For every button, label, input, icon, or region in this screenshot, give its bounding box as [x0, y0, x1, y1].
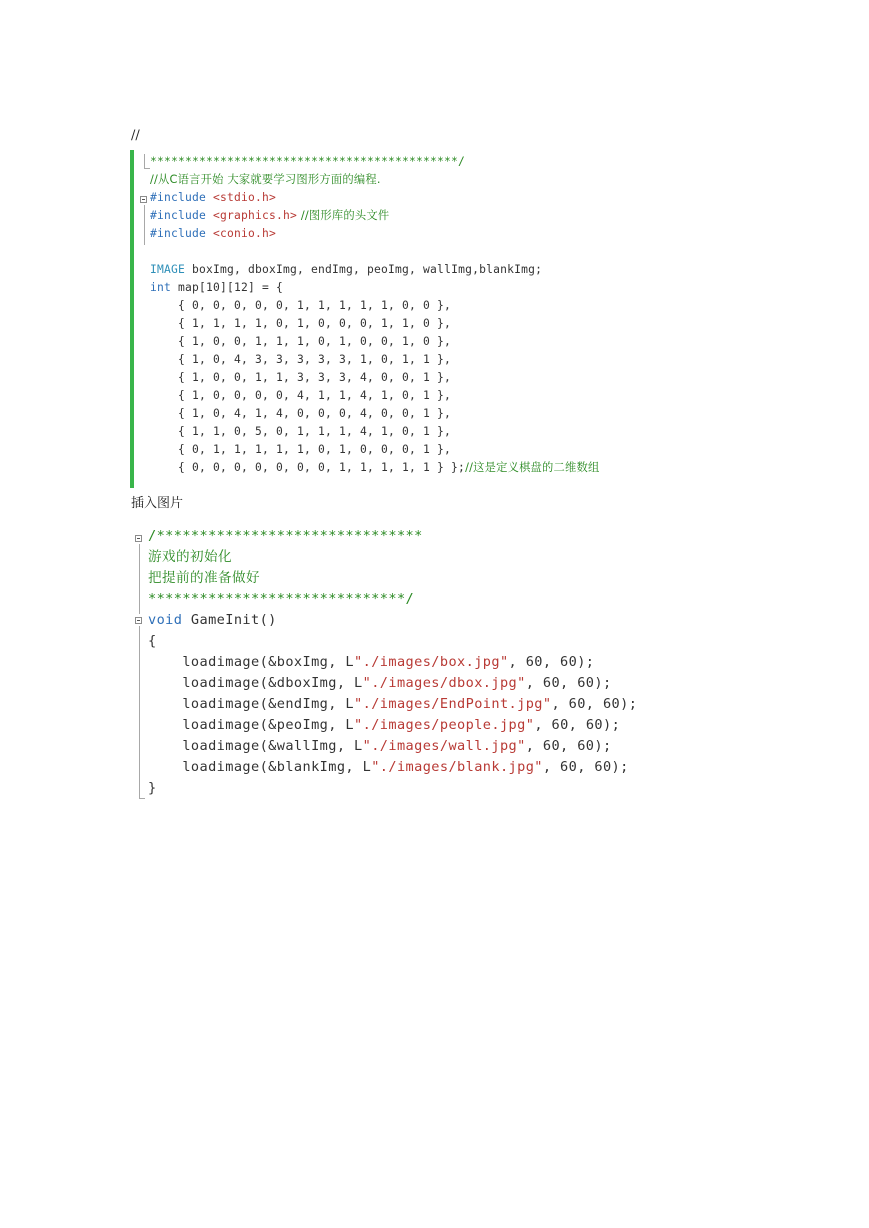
- code-token: loadimage(&wallImg, L: [148, 738, 363, 754]
- code-line: [150, 207, 600, 225]
- code-token: loadimage(&blankImg, L: [148, 759, 372, 775]
- code-token: , 60, 60);: [534, 717, 621, 733]
- code-token: <stdio.h>: [213, 191, 277, 204]
- code-token: , 60, 60);: [551, 696, 638, 712]
- code-token: "./images/wall.jpg": [362, 738, 526, 754]
- code-token: , 60, 60);: [508, 654, 595, 670]
- code-token: "./images/blank.jpg": [371, 759, 543, 775]
- code-token: }: [148, 780, 157, 796]
- collapse-toggle-icon[interactable]: [140, 196, 147, 203]
- code-line: [150, 333, 600, 351]
- code-token: #include: [150, 227, 214, 240]
- code-line: [150, 441, 600, 459]
- code-token: { 1, 1, 0, 5, 0, 1, 1, 1, 4, 1, 0, 1 },: [150, 425, 452, 438]
- code-token: 把提前的准备做好: [148, 570, 260, 586]
- code-line: [148, 715, 637, 736]
- code-token: loadimage(&endImg, L: [148, 696, 355, 712]
- code-token: loadimage(&boxImg, L: [148, 654, 355, 670]
- code-token: #include: [150, 191, 214, 204]
- top-comment-marker: //: [131, 128, 140, 143]
- code-token: boxImg, dboxImg, endImg, peoImg, wallImg,blankImg;: [185, 263, 543, 276]
- code-token: , 60, 60);: [525, 675, 612, 691]
- code-token: {: [148, 633, 157, 649]
- code-line: [148, 673, 637, 694]
- outline-guide: [139, 544, 140, 614]
- code-line: [150, 459, 600, 477]
- code-line: [148, 778, 637, 799]
- insert-image-caption: 插入图片: [131, 496, 184, 511]
- code-token: { 1, 0, 0, 0, 0, 4, 1, 1, 4, 1, 0, 1 },: [150, 389, 452, 402]
- code-line: [150, 297, 600, 315]
- outline-guide: [139, 626, 145, 799]
- code-token: { 0, 0, 0, 0, 0, 0, 0, 1, 1, 1, 1, 1 } };: [150, 461, 466, 474]
- code-token: { 1, 0, 0, 1, 1, 1, 0, 1, 0, 0, 1, 0 },: [150, 335, 452, 348]
- code-token: map[10][12] = {: [171, 281, 284, 294]
- code-line: [150, 261, 600, 279]
- code-line: [148, 694, 637, 715]
- code-token: ********************************************/: [150, 155, 466, 168]
- code-line: [148, 589, 637, 610]
- code-line: [148, 610, 637, 631]
- code-line: [148, 547, 637, 568]
- code-token: #include: [150, 209, 214, 222]
- code-line: [148, 736, 637, 757]
- code-token: //图形库的头文件: [297, 209, 390, 222]
- code-token: { 1, 1, 1, 1, 0, 1, 0, 0, 0, 1, 1, 0 },: [150, 317, 452, 330]
- code-line: [148, 631, 637, 652]
- outline-guide: [144, 205, 145, 245]
- code-line: [148, 568, 637, 589]
- code-token: ******************************/: [148, 591, 415, 607]
- code-token: IMAGE: [150, 263, 186, 276]
- code-token: "./images/people.jpg": [354, 717, 535, 733]
- code-token: , 60, 60);: [542, 759, 629, 775]
- code-token: <graphics.h>: [213, 209, 298, 222]
- code-token: "./images/box.jpg": [354, 654, 509, 670]
- code-token: 游戏的初始化: [148, 549, 232, 565]
- code-line: [148, 652, 637, 673]
- code-line: [150, 153, 600, 171]
- code-line: [150, 351, 600, 369]
- change-marker-bar: [130, 150, 134, 488]
- code-line: [150, 387, 600, 405]
- code-token: //从C语言开始 大家就要学习图形方面的编程.: [150, 173, 381, 186]
- code-panel-game-init: [126, 524, 746, 804]
- code-line: [150, 405, 600, 423]
- code-token: "./images/EndPoint.jpg": [354, 696, 552, 712]
- code-token: , 60, 60);: [525, 738, 612, 754]
- code-token: { 1, 0, 4, 1, 4, 0, 0, 0, 4, 0, 0, 1 },: [150, 407, 452, 420]
- code-token: "./images/dbox.jpg": [362, 675, 526, 691]
- code-token: //这是定义棋盘的二维数组: [465, 461, 600, 474]
- code-block-includes-and-map: [150, 153, 600, 477]
- code-block-game-init: [148, 526, 637, 799]
- collapse-toggle-icon[interactable]: [135, 535, 142, 542]
- code-panel-includes-and-map: [126, 150, 746, 490]
- code-token: loadimage(&dboxImg, L: [148, 675, 363, 691]
- code-line: [150, 189, 600, 207]
- code-line: [150, 369, 600, 387]
- code-line: [150, 243, 600, 261]
- code-token: int: [150, 281, 172, 294]
- code-line: [148, 757, 637, 778]
- code-token: GameInit(): [182, 612, 277, 628]
- code-line: [150, 315, 600, 333]
- code-line: [150, 171, 600, 189]
- code-line: [150, 423, 600, 441]
- code-token: { 1, 0, 0, 1, 1, 3, 3, 3, 4, 0, 0, 1 },: [150, 371, 452, 384]
- code-token: { 0, 0, 0, 0, 0, 1, 1, 1, 1, 1, 0, 0 },: [150, 299, 452, 312]
- code-token: void: [148, 612, 183, 628]
- code-line: [150, 225, 600, 243]
- code-token: { 0, 1, 1, 1, 1, 1, 0, 1, 0, 0, 0, 1 },: [150, 443, 452, 456]
- code-line: [148, 526, 637, 547]
- code-token: loadimage(&peoImg, L: [148, 717, 355, 733]
- code-line: [150, 279, 600, 297]
- code-token: <conio.h>: [213, 227, 277, 240]
- collapse-toggle-icon[interactable]: [135, 617, 142, 624]
- code-token: { 1, 0, 4, 3, 3, 3, 3, 3, 1, 0, 1, 1 },: [150, 353, 452, 366]
- code-token: /*******************************: [148, 528, 423, 544]
